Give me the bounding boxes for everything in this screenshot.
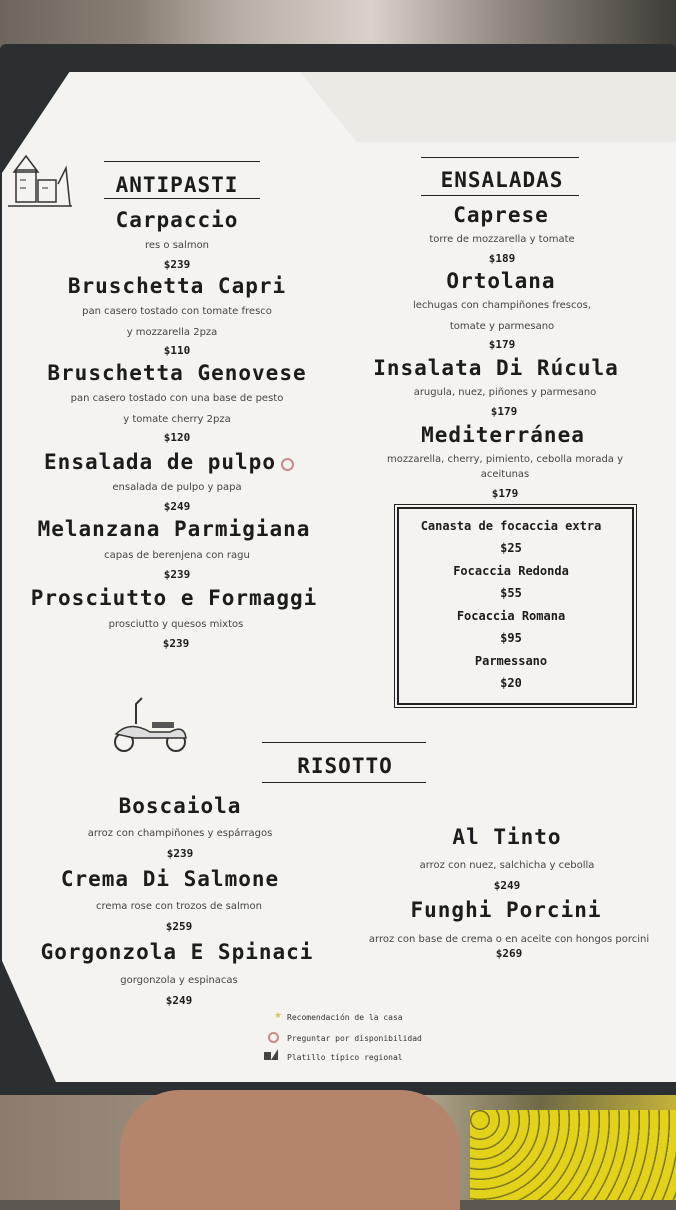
dish-price: $269: [495, 947, 523, 960]
dish-desc: aceitunas: [480, 469, 530, 480]
box-item-price: $20: [500, 676, 522, 690]
dish-name: Ensalada de pulpo: [44, 450, 276, 474]
dish-desc: res o salmon: [144, 240, 210, 251]
rule: [421, 195, 579, 196]
rule: [262, 742, 426, 743]
dish-desc: arroz con champiñones y espárragos: [87, 828, 273, 839]
dish-desc: torre de mozzarella y tomate: [429, 234, 575, 245]
dish-name: Insalata Di Rúcula: [373, 356, 619, 380]
dish-desc: pan casero tostado con tomate fresco: [82, 306, 272, 317]
dish-price: $249: [165, 994, 193, 1007]
dish-desc: prosciutto y quesos mixtos: [108, 619, 244, 630]
dish-price: $239: [163, 258, 191, 271]
dish-name: Crema Di Salmone: [60, 867, 280, 891]
circle-marker-icon: [268, 1032, 279, 1043]
box-item-price: $55: [500, 586, 522, 600]
rule: [104, 198, 260, 199]
dish-name: Melanzana Parmigiana: [37, 517, 311, 541]
dish-desc: arroz con base de crema o en aceite con hongos porcini: [368, 934, 650, 945]
dish-name: Al Tinto: [452, 825, 562, 849]
dish-price: $239: [162, 637, 190, 650]
box-item-name: Focaccia Romana: [456, 609, 566, 623]
dish-name: Bruschetta Capri: [67, 274, 287, 298]
sequin-fabric: [470, 1110, 676, 1200]
dish-price: $249: [493, 879, 521, 892]
dish-name: Ortolana: [446, 269, 556, 293]
dish-desc: arroz con nuez, salchicha y cebolla: [419, 860, 595, 871]
box-item-name: Focaccia Redonda: [453, 564, 569, 578]
dish-price: $179: [490, 405, 518, 418]
page-edge: [300, 72, 676, 142]
dish-desc: capas de berenjena con ragu: [104, 550, 250, 561]
box-item-price: $25: [500, 541, 522, 555]
dish-desc: pan casero tostado con una base de pesto: [70, 393, 284, 404]
box-item-name: Canasta de focaccia extra: [420, 519, 602, 533]
dish-desc: ensalada de pulpo y papa: [112, 482, 242, 493]
box-item-name: Parmessano: [474, 654, 548, 668]
dish-price: $239: [166, 847, 194, 860]
dish-price: $259: [165, 920, 193, 933]
dish-desc: gorgonzola y espinacas: [120, 975, 238, 986]
dish-name: Prosciutto e Formaggi: [30, 586, 318, 610]
rule: [104, 161, 260, 162]
dish-price: $179: [491, 487, 519, 500]
dish-price: $179: [488, 338, 516, 351]
legend-recommendation: Recomendación de la casa: [287, 1013, 403, 1022]
ensaladas-heading: ENSALADAS: [440, 168, 564, 192]
dish-desc: y tomate cherry 2pza: [123, 414, 231, 425]
dish-name: Mediterránea: [421, 423, 585, 447]
dish-desc: arugula, nuez, piñones y parmesano: [413, 387, 597, 398]
dish-desc: lechugas con champiñones frescos,: [412, 300, 592, 311]
dish-name: Funghi Porcini: [410, 898, 602, 922]
dish-price: $120: [163, 431, 191, 444]
dish-price: $189: [488, 252, 516, 265]
dish-desc: y mozzarella 2pza: [126, 327, 218, 338]
antipasti-heading: ANTIPASTI: [115, 173, 239, 197]
legend-regional: Platillo típico regional: [287, 1053, 403, 1062]
dish-name: Carpaccio: [115, 208, 239, 232]
dish-name: Boscaiola: [118, 794, 242, 818]
dish-name: Gorgonzola E Spinaci: [40, 940, 314, 964]
vespa-scooter-icon: [110, 692, 192, 754]
rule: [262, 782, 426, 783]
dish-desc: crema rose con trozos de salmon: [96, 901, 262, 912]
dish-price: $249: [163, 500, 191, 513]
building-icon: [262, 1047, 280, 1061]
dish-desc: mozzarella, cherry, pimiento, cebolla morada y: [386, 454, 624, 465]
hand: [120, 1090, 460, 1210]
dish-name: Bruschetta Genovese: [47, 361, 307, 385]
circle-marker-icon: [281, 458, 294, 471]
dish-desc: tomate y parmesano: [449, 321, 555, 332]
box-item-price: $95: [500, 631, 522, 645]
dish-price: $110: [163, 344, 191, 357]
dish-price: $239: [163, 568, 191, 581]
legend-availability: Preguntar por disponibilidad: [287, 1034, 422, 1043]
rule: [421, 157, 579, 158]
village-sketch-icon: [6, 150, 74, 212]
star-icon: ★: [274, 1011, 283, 1021]
dish-name: Caprese: [453, 203, 549, 227]
risotto-heading: RISOTTO: [297, 754, 393, 778]
